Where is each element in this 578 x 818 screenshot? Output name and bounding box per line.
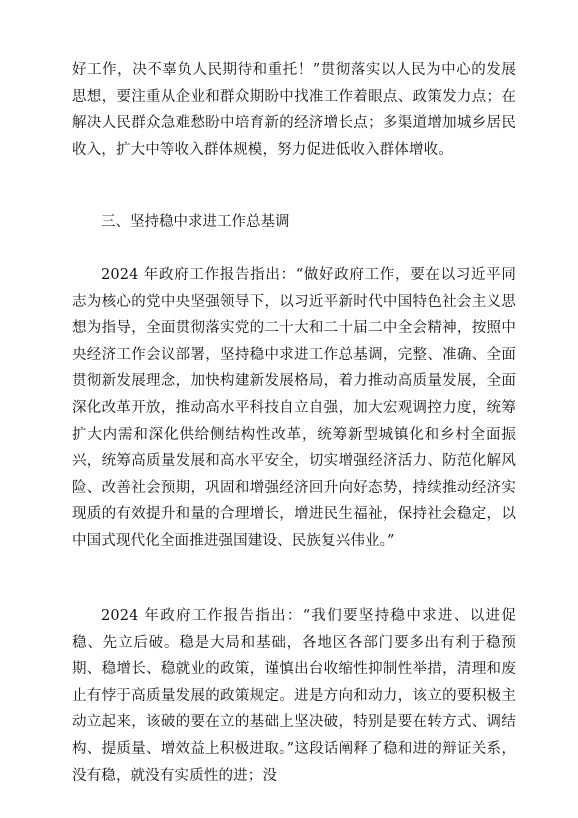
body-paragraph-1: 好工作，决不辜负人民期待和重托！”贯彻落实以人民为中心的发展思想，要注重从企业和群众期盼中找准工作着眼点、政策发力点；在解决人民群众急难愁盼中培育新的经济增长点；多渠道增加城乡居民收入，扩大中等收入群体规模，努力促进低收入群体增收。 <box>72 62 516 158</box>
section-heading: 三、坚持稳中求进工作总基调 <box>101 214 290 230</box>
body-paragraph-3: 2024 年政府工作报告指出：“我们要坚持稳中求进、以进促稳、先立后破。稳是大局和基础，各地区各部门要多出有利于稳预期、稳增长、稳就业的政策，谨慎出台收缩性抑制性举措，清理和废止有悖于高质量发展的政策规定。进是方向和动力，该立的要积极主动立起来，该破的要在立的基础上坚决破，特别是要在转方式、调结构、提质量、增效益上积极进取。”这段话阐释了稳和进的辩证关系，没有稳，就没有实质性的进；没 <box>72 608 516 784</box>
body-paragraph-2: 2024 年政府工作报告指出：“做好政府工作，要在以习近平同志为核心的党中央坚强领导下，以习近平新时代中国特色社会主义思想为指导，全面贯彻落实党的二十大和二十届二中全会精神，按照中央经济工作会议部署，坚持稳中求进工作总基调，完整、准确、全面贯彻新发展理念，加快构建新发展格局，着力推动高质量发展，全面深化改革开放，推动高水平科技自立自强，加大宏观调控力度，统筹扩大内需和深化供给侧结构性改革，统筹新型城镇化和乡村全面振兴，统筹高质量发展和高水平安全，切实增强经济活力、防范化解风险、改善社会预期，巩固和增强经济回升向好态势，持续推动经济实现质的有效提升和量的合理增长，增进民生福祉，保持社会稳定，以中国式现代化全面推进强国建设、民族复兴伟业。” <box>72 267 516 549</box>
